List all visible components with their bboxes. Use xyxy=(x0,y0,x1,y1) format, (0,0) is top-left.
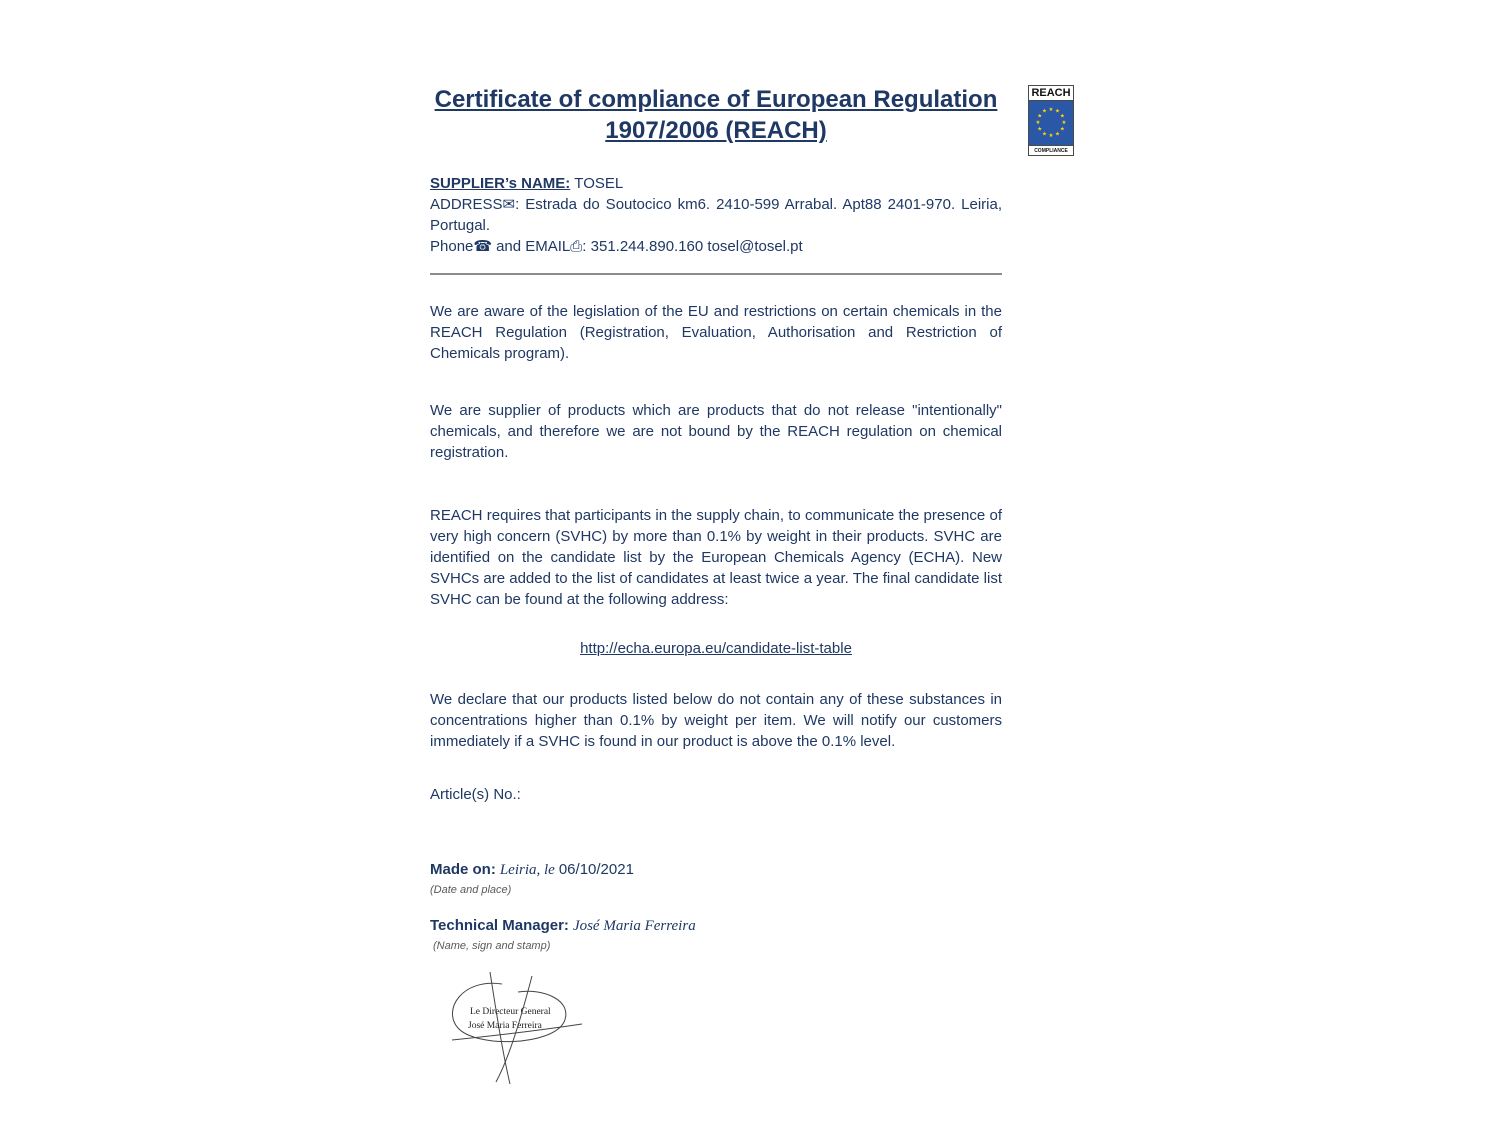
signature-printed-title: Le Directeur General xyxy=(470,1007,551,1018)
candidate-list-link[interactable]: http://echa.europa.eu/candidate-list-table xyxy=(580,640,852,658)
address-value: : Estrada do Soutocico km6. 2410-599 Arrabal. Apt88 2401-970. Leiria, Portugal. xyxy=(430,196,1002,235)
technical-manager-label: Technical Manager: xyxy=(430,916,569,934)
page-title xyxy=(430,84,1002,146)
supplier-block xyxy=(430,173,1002,257)
title-line-1: Certificate of compliance of European Regulation xyxy=(434,86,998,113)
svg-text:★: ★ xyxy=(1042,131,1047,138)
signature-scribble-icon xyxy=(432,970,602,1090)
phone-icon: ☎ xyxy=(473,237,493,256)
svg-text:★: ★ xyxy=(1055,131,1060,138)
contact-value: : 351.244.890.160 tosel@tosel.pt xyxy=(582,238,803,256)
supplier-contact-line xyxy=(430,236,1002,257)
made-on-line xyxy=(430,859,1002,881)
paragraph-awareness: We are aware of the legislation of the EU and restrictions on certain chemicals in the REACH Regulation (Registration, Evaluation, Authorisation and Restriction of Chemicals program). xyxy=(430,303,1002,363)
made-on-place: Leiria, le xyxy=(499,862,555,879)
document-body xyxy=(430,84,1002,1090)
svg-text:★: ★ xyxy=(1037,113,1043,120)
envelope-icon: ✉ xyxy=(502,195,516,214)
supplier-name-label: SUPPLIER’s NAME: xyxy=(430,175,571,193)
technical-manager-line xyxy=(430,915,1002,937)
signature-printed-name: José Maria Ferreira xyxy=(468,1021,542,1032)
supplier-address-line xyxy=(430,194,1002,236)
supplier-name-value: TOSEL xyxy=(574,175,624,193)
reach-logo-compliance-label: COMPLIANCE xyxy=(1029,145,1073,155)
svg-text:★: ★ xyxy=(1042,108,1047,115)
paragraph-svhc: REACH requires that participants in the supply chain, to communicate the presence of very high concern (SVHC) by more than 0.1% by weight in their products. SVHC are identified on the candidate list by the European Chemicals Agency (ECHA). New SVHCs are added to the list of candidates at least twice a year. The final candidate list SVHC can be found at the following address: xyxy=(430,507,1002,609)
made-on-label: Made on: xyxy=(430,861,496,879)
address-label: ADDRESS xyxy=(430,196,503,214)
article-number-label: Article(s) No.: xyxy=(430,786,521,804)
fax-icon: ⎙ xyxy=(570,237,583,256)
name-sign-stamp-note: (Name, sign and stamp) xyxy=(433,939,551,952)
reach-logo-title: REACH xyxy=(1029,86,1073,101)
candidate-list-link-row xyxy=(430,638,1002,659)
reach-compliance-logo xyxy=(1028,85,1074,156)
svg-text:★: ★ xyxy=(1059,113,1065,120)
svg-text:★: ★ xyxy=(1035,120,1041,126)
svg-text:★: ★ xyxy=(1048,133,1054,139)
title-line-2: 1907/2006 (REACH) xyxy=(605,117,827,145)
eu-flag-icon xyxy=(1029,101,1073,145)
email-label: and EMAIL xyxy=(496,238,571,256)
svg-text:★: ★ xyxy=(1059,126,1065,133)
phone-label: Phone xyxy=(430,238,474,256)
svg-text:★: ★ xyxy=(1055,108,1060,115)
supplier-name-line xyxy=(430,173,1002,194)
made-on-date: 06/10/2021 xyxy=(558,861,634,879)
paragraph-declaration: We declare that our products listed below do not contain any of these substances in concentrations higher than 0.1% by weight per item. We will notify our customers immediately if a SVHC is found in our product is above the 0.1% level. xyxy=(430,691,1002,751)
technical-manager-name: José Maria Ferreira xyxy=(572,917,696,934)
svg-text:★: ★ xyxy=(1048,107,1054,113)
divider xyxy=(430,273,1002,275)
svg-text:★: ★ xyxy=(1037,126,1043,133)
date-place-note: (Date and place) xyxy=(430,884,512,897)
svg-text:★: ★ xyxy=(1061,120,1067,126)
paragraph-supplier-statement: We are supplier of products which are products that do not release "intentionally" chemicals, and therefore we are not bound by the REACH regulation on chemical registration. xyxy=(430,402,1002,462)
signature-block xyxy=(432,970,1002,1090)
